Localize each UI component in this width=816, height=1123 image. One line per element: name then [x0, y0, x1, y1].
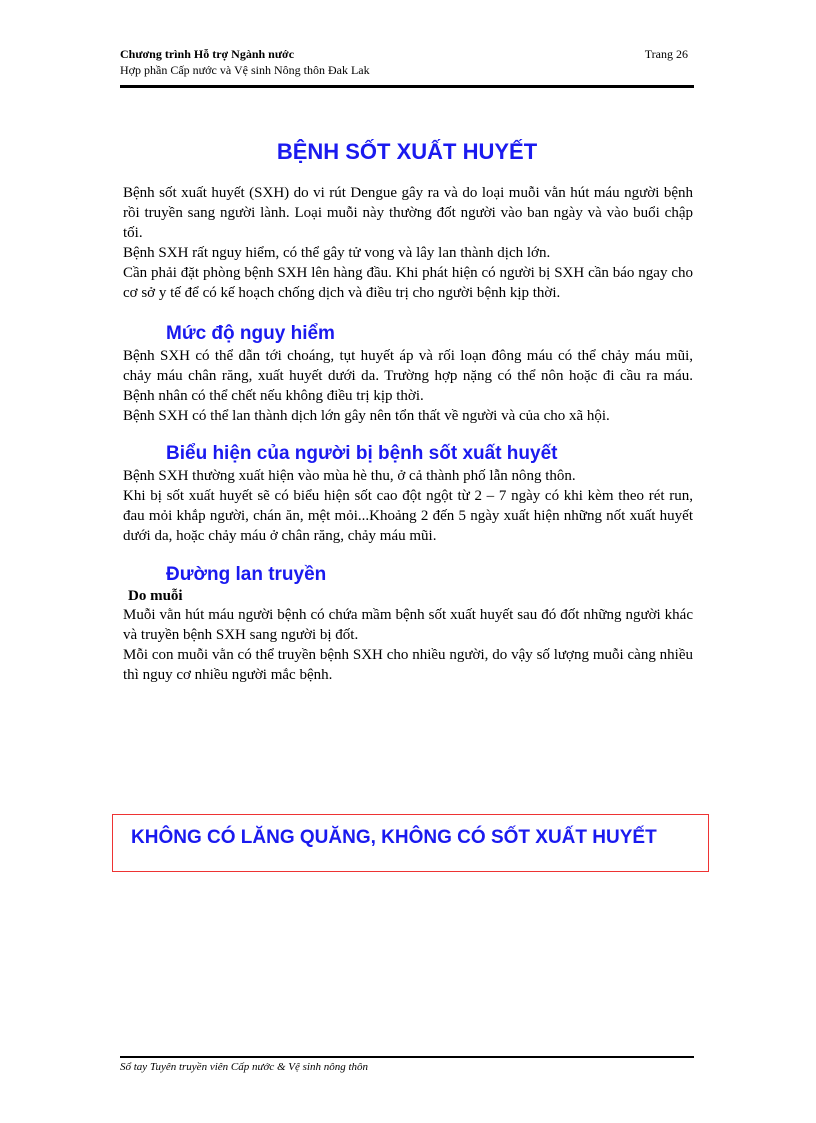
section-transmission: [123, 563, 693, 685]
document-title: BỆNH SỐT XUẤT HUYẾT: [276, 139, 538, 164]
page-header: [120, 46, 694, 78]
section-danger-level: [123, 322, 693, 426]
section-paragraph: Bệnh SXH thường xuất hiện vào mùa hè thu, ở cả thành phố lẫn nông thôn.: [123, 468, 576, 484]
intro-section: [123, 183, 693, 303]
component-name: Hợp phần Cấp nước và Vệ sinh Nông thôn Đak Lak: [120, 63, 370, 77]
section-paragraph: Khi bị sốt xuất huyết sẽ có biểu hiện sốt cao đột ngột từ 2 – 7 ngày có khi kèm theo rét run, đau mỏi khắp người, chán ăn, mệt mỏi...Khoảng 2 đến 5 ngày xuất hiện những nốt xuất huyết dưới da, hoặc chảy máu ở chân răng, chảy máu mũi.: [123, 488, 693, 544]
slogan-text: KHÔNG CÓ LĂNG QUĂNG, KHÔNG CÓ SỐT XUẤT HUYẾT: [131, 827, 657, 848]
section-heading: Đường lan truyền: [166, 564, 327, 585]
section-heading: Biểu hiện của người bị bệnh sốt xuất huyết: [166, 443, 558, 464]
section-paragraph: Muỗi vằn hút máu người bệnh có chứa mầm bệnh sốt xuất huyết sau đó đốt những người khác và truyền bệnh SXH sang người bị đốt.: [123, 607, 693, 643]
section-subheading: Do muỗi: [128, 588, 183, 604]
section-paragraph: Bệnh SXH có thể lan thành dịch lớn gây nên tổn thất về người và của cho xã hội.: [123, 408, 610, 424]
intro-paragraph: Cần phải đặt phòng bệnh SXH lên hàng đầu. Khi phát hiện có người bị SXH cần báo ngay cho cơ sở y tế để có kế hoạch chống dịch và điều trị cho người bệnh kịp thời.: [123, 265, 693, 301]
organization-name: Chương trình Hỗ trợ Ngành nước: [120, 47, 295, 61]
page-number: Trang 26: [644, 47, 688, 61]
section-heading: Mức độ nguy hiểm: [166, 323, 335, 344]
section-paragraph: Bệnh SXH có thể dẫn tới choáng, tụt huyết áp và rối loạn đông máu có thể chảy máu mũi, chảy máu chân răng, xuất huyết dưới da. Trường hợp nặng có thể nôn hoặc đi cầu ra máu. Bệnh nhân có thể chết nếu không điều trị kịp thời.: [123, 348, 693, 404]
page-footer: Sổ tay Tuyên truyền viên Cấp nước & Vệ sinh nông thôn: [120, 1061, 369, 1073]
intro-paragraph: Bệnh sốt xuất huyết (SXH) do vi rút Dengue gây ra và do loại muỗi vằn hút máu người bệnh rồi truyền sang người lành. Loại muỗi này thường đốt người vào ban ngày và vào buổi chập tối.: [123, 185, 693, 241]
section-paragraph: Mỗi con muỗi vằn có thể truyền bệnh SXH cho nhiều người, do vậy số lượng muỗi càng nhiều thì nguy cơ nhiều người mắc bệnh.: [123, 647, 693, 683]
section-symptoms: [123, 442, 693, 546]
slogan-box: [112, 814, 709, 872]
intro-paragraph: Bệnh SXH rất nguy hiểm, có thể gây tử vong và lây lan thành dịch lớn.: [123, 245, 551, 261]
footer-divider: [120, 1056, 694, 1058]
header-divider: [120, 85, 694, 88]
